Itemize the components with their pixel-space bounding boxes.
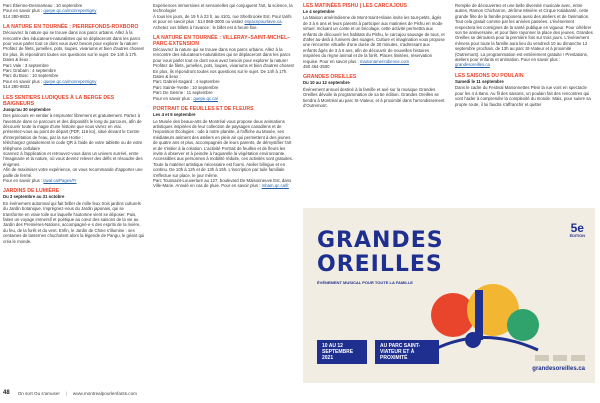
article-block: [153, 106, 295, 189]
article-date: Les 4 et 5 septembre: [153, 112, 196, 118]
article-link[interactable]: espacepourlavie.ca: [244, 19, 282, 25]
music-illustration-icon: [423, 270, 543, 360]
article-date: Samedi le 11 septembre: [455, 78, 504, 84]
article-text: En événement automnal qui fait briller de mille feux trois jardins culturels du Jardin botanique. Imprégnez-vous du Jardin japonais, qui se transforme en vraie toile sur laquelle l'automne vient se déposer. Puis, faites un voyage immersif et poétique au cœur des saisons de la vie au Jardin des Premières-Nations, accompagné·e·s des esprits de la rivière, du feu, de la forêt et du vent. Enfin, le Jardin de Chine s'illumine : ses centaines de lanternes chuchotent alors la légende de Pangu, le géant qui créa le monde.: [3, 200, 145, 244]
article-text: Découvrez la nature qui se trouve dans nos parcs urbains. Allez à la rencontre des éducateurs-naturalistes qui se déplaceront dans les parcs pour vous parler tout ce dont vous avez besoin pour explorer la nature! Profitez de filets, jumelles, pots, loupes, vivariums et bien d'autres choses! En plus, ils répondront toutes vos questions sur le sujet. De 14h à 17h. Dates & lieux : Parc Gabriel-Sagard : 4 septembre Parc Sainte-Yvette : 10 septembre Parc De Sienne : 11 septembre Pour en savoir plus :: [153, 47, 295, 101]
article-text: Le Musée des beaux-arts de Montréal vous propose deux animations artistiques inspirées de leur collection de paysages canadiens et de l'exposition Écologies : ode à notre planète, à l'affiche au Musée, ses médiateurs animent des ateliers en plein air qui permettent à des jeunes de quatre ans et plus, accompagnés de leurs parents, de démystifier l'art et de s'initier à la création. L'activité Portrait de feuilles et de fleurs les invite à observer et à peindre à l'aquarelle la végétation environnante. Accessibles aux personnes à mobilité réduite, ces activités sont gratuites. Toute la matériel artistique nécessaire est fourni. Atelier bilingue et en continu. De 10h à 12h et de 13h à 15h. L'inscription par tuile familiale s'effectue sur place, le jour même. Parc Toussaint-Louverture au 127, boulevard De Maisonneuve Est, dans Ville-Marie. Annulé en cas de pluie. Pour en savoir plus :: [153, 118, 293, 189]
article-contact: 514 280-8833: [3, 84, 30, 90]
article-text: Remplie de découvertes et une belle diversité musicale avec, entre autres, Ramon Chicharron, Jérôme Minière et Cirque Kalabanté, cette grande fête de la famille proposera aussi des ateliers et de l'animation. Tout cela gratuit comme par les années passées. L'événement respectera les consignes de la santé publique en vigueur. Pour célébrer son 5e anniversaire, et pour faire rayonner la place des jeunes, Grandes Oreilles se déroulera pour la première fois sur trois jours. L'événement mènera pour toute la famille aura lieu du vendredi 10 au dimanche 12 septembre prochain, de 13h au parc St-Viateur et à proximité (Outremont). La programmation est entièrement gratuite ! Prestations, ateliers pour enfants et animation. Pour en savoir plus :: [455, 3, 593, 63]
article-block: [153, 3, 295, 30]
poster-dates: 10 AU 12 SEPTEMBRE 2021: [317, 340, 367, 364]
article-contact: . Achetez vos billets à l'avance : le billet est à heure fixe.: [153, 19, 283, 30]
article-block: [3, 24, 145, 89]
partner-logos: [535, 355, 585, 361]
article-block: [3, 3, 145, 19]
article-heading: PORTRAIT DE FEUILLES ET DE FLEURS: [153, 106, 254, 113]
footer-left-text: On sort Ou s'amuse!: [17, 391, 60, 397]
article-link[interactable]: mbam.qc.ca/fr: [261, 183, 289, 189]
article-block: [3, 95, 145, 184]
poster-title-line2: OREILLES: [317, 252, 443, 277]
article-body: [3, 201, 145, 244]
article-link[interactable]: quepe.qc.ca/monrepentigny: [43, 78, 97, 84]
article-heading: LES SAISONS DU POULAIN: [455, 72, 524, 79]
article-date: Jusqu'au 30 septembre: [3, 106, 51, 112]
page-footer: [3, 388, 595, 400]
poster-title-line1: GRANDES: [317, 228, 444, 253]
footer-website[interactable]: www.montrealpourlenfants.com: [72, 391, 137, 397]
article-heading: LES SENTIERS LUDIQUES À LA BERGE DES BAIGNEURS: [3, 94, 115, 107]
footer-separator: |: [65, 391, 67, 397]
article-body: [303, 87, 445, 109]
article-link[interactable]: quepe.qc.ca/monrepentigny: [43, 8, 97, 14]
article-text: Des parcours en sentier à emprunter librement et gratuitement. Partez à l'aventure dans ce parcours et des dispositifs le long du parcours, afin de découvrir toute la magie d'une histoire que vous vivrez en vrai. présentez-vous au point de départ (PDF, 116 ko), situé devant le Centre d'interprétation de l'eau, par la rue Hortie : téléchargez gratuitement le code QR à l'aide de votre tablette ou de votre téléphone cellulaire scannez à l'application et retrouvez-vous dans un univers surréel, entre l'imaginaire et la nature, où vous devrez relever des défis et résoudre des énigmes. Afin de maximiser votre expérience, on vous recommande d'apporter une paille de fermé. Pour en savoir plus :: [3, 113, 143, 183]
article-text: Parc Étienne-Desmarteau : 10 septembre Pour en savoir plus :: [3, 3, 83, 14]
article-contact: 514 280-8833: [3, 13, 30, 19]
article-contact: 450 464-2500: [303, 64, 330, 70]
edition-number: 5e: [570, 221, 584, 235]
article-text: Dans le cadre du Festival Marionnettes Plein la rue vont en spectacle pour les 4 à 8ans. Au fil des saisons, un poulain fait des rencontres qui vont l'aider à comprendre la complexité du monde. Mais, pour suivre sa propre route, il lui faudra s'affranchir et quitter: [455, 85, 591, 107]
column-4: [455, 3, 595, 108]
article-body: [455, 3, 595, 68]
article-heading: GRANDES OREILLES: [303, 74, 357, 81]
article-text: Expériences immersives et sensorielles qui conjuguent l'art, la science, la technologie! À tous les jours, de 19 h à 23 h, au 4101, rue Sherbrooke Est. Pour tarifs et pour en savoir plus : 514 868-3000 ou visitez: [153, 3, 293, 25]
article-text: La Maison amérindienne de Mont-Saint-Hilaire invite les tout-petits, âgés de 3 à 6 ans et leurs parents à participer aux matinées de Pishu en mode virtuel. Incluant un conte et un bricolage, cette activité permettra aux enfants de découvrir les habitats du Pishu, le carcajou sauvage de tous, et d'aller au-delà à l'univers des nuages. Culture et imagination vous propose une rencontre virtuelle d'une durée de 30 minutes, s'adressant aux enfants âgés de 3 à 6 ans, afin de découvrir de nouvelles histoires inspirées du règne animal et de la forêt. Places limitées, réservation requise. Pour en savoir plus :: [303, 15, 445, 64]
edition-label: ÉDITION: [569, 234, 585, 238]
article-link[interactable]: maisonamerindienne.com: [359, 58, 410, 64]
article-block: [455, 73, 595, 107]
article-block: [455, 3, 595, 68]
poster-edition: [570, 222, 585, 238]
column-2: [153, 3, 295, 190]
article-heading: LA NATURE EN TOURNÉE : VILLERAY–SAINT-MICHEL–PARC-EXTENSION: [153, 35, 291, 48]
article-date: Du 10 au 12 septembre: [303, 80, 350, 86]
article-body: [455, 85, 595, 107]
article-body: [153, 3, 295, 30]
article-block: [303, 74, 445, 108]
article-link[interactable]: quepe.qc.ca/: [193, 95, 218, 101]
article-body: [3, 30, 145, 89]
article-heading: JARDINS DE LUMIÈRE: [3, 188, 60, 195]
article-body: [303, 15, 445, 69]
article-date: Du 3 septembre au 31 octobre: [3, 194, 65, 200]
article-block: [3, 188, 145, 244]
poster-website[interactable]: grandesoreilles.ca: [532, 366, 585, 372]
article-body: [3, 113, 145, 183]
page-number: 48: [3, 390, 10, 397]
partner-logo: [535, 355, 549, 361]
column-3: [303, 3, 445, 110]
article-block: [303, 3, 445, 69]
poster-tagline: ÉVÉNEMENT MUSICAL POUR TOUTE LA FAMILLE: [317, 280, 413, 285]
partner-logo: [571, 355, 585, 361]
article-date: Le 4 septembre: [303, 9, 335, 14]
article-heading: LA NATURE EN TOURNÉE : PIERREFONDS-ROXBORO: [3, 24, 139, 31]
grandes-oreilles-poster: [303, 208, 595, 383]
partner-logo: [553, 355, 567, 361]
article-link[interactable]: grandesoreilles.ca: [455, 62, 490, 68]
article-link[interactable]: laval.ca/Pages/Fr: [43, 177, 77, 183]
article-body: [153, 119, 295, 189]
article-heading: LES MATINÉES PISHU | LES CARCAJOUS: [303, 3, 407, 9]
article-text: Événement annuel destiné à la famille et axé sur la musique Grandes Oreilles dévoile la programmation de sa 5e édition. Grandes Oreilles se tiendra à Montréal au parc St-Viateur, et à proximité dans l'arrondissement d'Outremont.: [303, 86, 445, 109]
article-body: [153, 47, 295, 101]
article-block: [153, 35, 295, 101]
article-text: Découvrez la nature qui se trouve dans nos parcs urbains. Allez à la rencontre des éducateurs-naturalistes qui se déplaceront dans les parcs pour vous parler tout ce dont vous avez besoin pour explorer la nature! Profitez de filets, jumelles, pots, loupes, vivariums et bien d'autres choses! En plus, ils répondront toutes vos questions sur le sujet. De 14h à 17h. Dates & lieux : Parc Vale : 3 septembre Parc Grabam : 4 septembre Parc du Bosc : 10 septembre Pour en savoir plus :: [3, 30, 145, 84]
poster-venue: AU PARC SAINT-VIATEUR ET À PROXIMITÉ: [375, 340, 439, 364]
column-1: [3, 3, 145, 245]
article-body: [3, 3, 145, 19]
